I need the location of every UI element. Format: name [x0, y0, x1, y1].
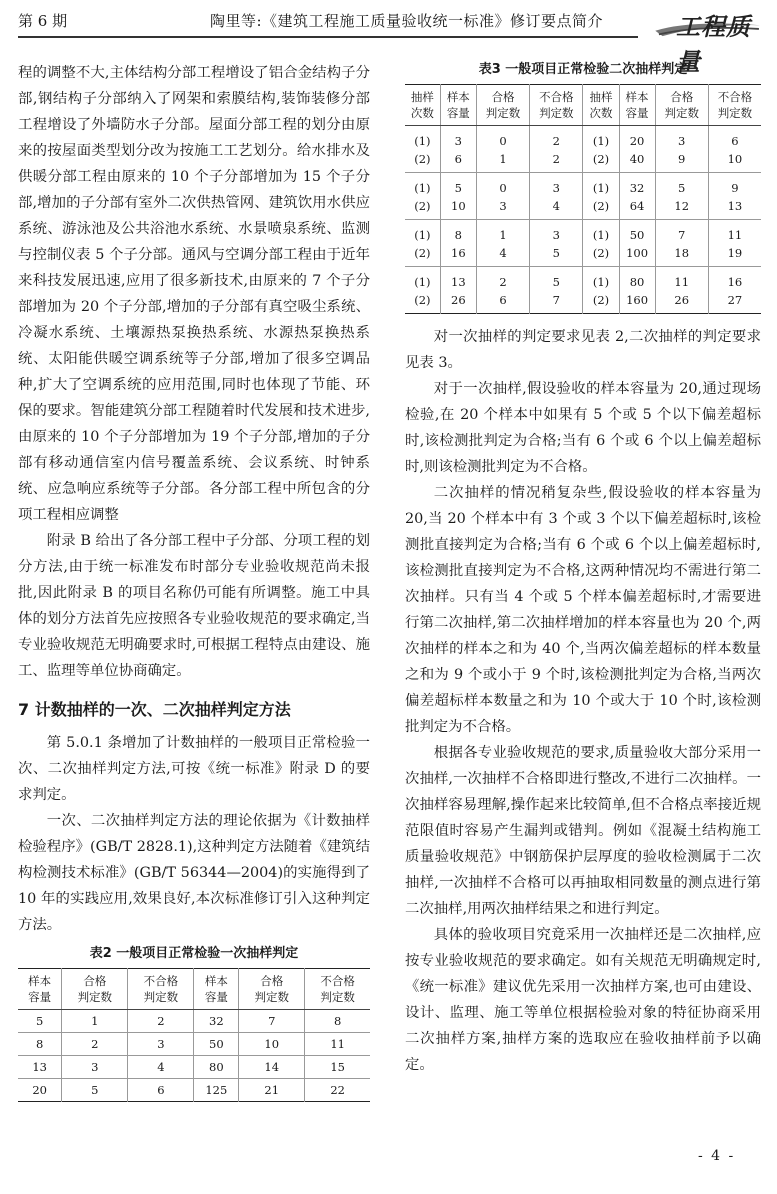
table3-header-row [405, 85, 761, 126]
table-cell: 8 16 [440, 220, 476, 267]
table3-header-cell: 合格 判定数 [476, 85, 529, 126]
table-cell: 4 [128, 1056, 194, 1079]
table-cell: 13 [18, 1056, 62, 1079]
paragraph: 对于一次抽样,假设验收的样本容量为 20,通过现场检验,在 20 个样本中如果有 5 个或 5 个以下偏差超标时,该检测批判定为合格;当有 6 个或 6 个以上偏差超标时,则该检测批判定为不合格。 [405, 381, 761, 475]
table2-header-cell: 样本 容量 [194, 969, 239, 1010]
table-row [405, 220, 761, 267]
table2-header-cell: 不合格 判定数 [128, 969, 194, 1010]
table-cell: 5 10 [440, 173, 476, 220]
table2-header-row [18, 969, 370, 1010]
table-cell: 50 100 [619, 220, 655, 267]
logo-text: 工程质量 [676, 13, 751, 76]
table-row [405, 267, 761, 314]
table-cell: 22 [305, 1079, 370, 1102]
table-cell: 8 [18, 1033, 62, 1056]
table-cell: 14 [239, 1056, 305, 1079]
table-cell: (1) (2) [405, 126, 440, 173]
table2-body [18, 1010, 370, 1102]
table-cell: 21 [239, 1079, 305, 1102]
table3-header-cell: 抽样 次数 [583, 85, 619, 126]
table3-header-cell: 样本 容量 [619, 85, 655, 126]
table-cell: 20 [32, 1083, 47, 1097]
table2 [18, 968, 370, 1102]
table-cell: 15 [305, 1056, 370, 1079]
journal-logo [648, 4, 768, 76]
table-cell: 7 [239, 1010, 305, 1033]
table-cell: 0 3 [476, 173, 529, 220]
paragraph: 二次抽样的情况稍复杂些,假设验收的样本容量为 20,当 20 个样本中有 3 个或 3 个以下偏差超标时,该检测批直接判定为合格;当有 6 个或 6 个以上偏差超标时,该检测批直接判定为不合格,这两种情况均不需进行第二次抽样。只有当 4 个或 5 个样本偏差超标时,才需要进行第二次抽样,第二次抽样增加的样本容量也为 20 个,两次抽样的样本之和为 40 个,当两次偏差超标的样本数量之和为 9 个或小于 9 个时,该检测批判定为合格,当两次偏差超标样本数量之和为 10 个或大于 10 个时,该检测批判定为不合格。 [405, 485, 761, 735]
table3-header-cell: 合格 判定数 [655, 85, 708, 126]
table-cell: 16 27 [708, 267, 761, 314]
table-row [405, 126, 761, 173]
table-cell: 11 26 [655, 267, 708, 314]
table3-header-cell: 样本 容量 [440, 85, 476, 126]
table-cell: 5 7 [530, 267, 583, 314]
table-cell: 50 [194, 1033, 239, 1056]
table-cell: 20 40 [619, 126, 655, 173]
table3-caption: 表3 一般项目正常检验二次抽样判定 [478, 62, 688, 77]
table-row [18, 1079, 370, 1102]
table-cell: 80 [194, 1056, 239, 1079]
paragraph: 具体的验收项目究竟采用一次抽样还是二次抽样,应按专业验收规范的要求确定。如有关规范无明确规定时,《统一标准》建议优先采用一次抽样方案,也可由建设、设计、监理、施工等单位根据检验对象的特征协商采用二次抽样方案,抽样方案的选取应在验收抽样前予以确定。 [405, 927, 761, 1073]
table2-caption: 表2 一般项目正常检验一次抽样判定 [89, 946, 299, 961]
table-cell: 32 64 [619, 173, 655, 220]
table-cell: 2 6 [476, 267, 529, 314]
table-cell: 2 [62, 1033, 128, 1056]
table-cell: 5 [18, 1010, 62, 1033]
table-cell: 2 2 [530, 126, 583, 173]
table-row [405, 173, 761, 220]
table2-header-cell: 合格 判定数 [239, 969, 305, 1010]
running-title: 陶里等:《建筑工程施工质量验收统一标准》修订要点简介 [210, 12, 604, 30]
table-cell: 11 19 [708, 220, 761, 267]
table-cell: 13 26 [440, 267, 476, 314]
table3 [405, 84, 761, 314]
paragraph: 对一次抽样的判定要求见表 2,二次抽样的判定要求见表 3。 [405, 329, 761, 371]
table-cell: (1) (2) [405, 173, 440, 220]
table-cell: 8 [305, 1010, 370, 1033]
table-cell: 3 [128, 1033, 194, 1056]
paragraph: 一次、二次抽样判定方法的理论依据为《计数抽样检验程序》(GB/T 2828.1),这种判定方法随着《建筑结构检测技术标准》(GB/T 56344—2004)的实施得到了 10 年的实践应用,效果良好,本次标准修订引入这种判定方法。 [18, 813, 370, 933]
table-cell: (1) (2) [583, 267, 619, 314]
page-number: - 4 - [698, 1148, 736, 1164]
table-cell: 5 12 [655, 173, 708, 220]
table-cell: 3 4 [530, 173, 583, 220]
section-heading: 7 计数抽样的一次、二次抽样判定方法 [18, 700, 291, 719]
table2-header-cell: 样本 容量 [18, 969, 62, 1010]
table-cell: (1) (2) [405, 220, 440, 267]
paragraph: 根据各专业验收规范的要求,质量验收大部分采用一次抽样,一次抽样不合格即进行整改,不进行二次抽样。一次抽样容易理解,操作起来比较简单,但不合格点率接近规范限值时容易产生漏判或错判。例如《混凝土结构施工质量验收规范》中钢筋保护层厚度的验收检测属于二次抽样,一次抽样不合格可以再抽取相同数量的测点进行第二次抽样,用两次抽样结果之和进行判定。 [405, 745, 761, 917]
table-cell: 32 [194, 1010, 239, 1033]
table3-header-cell: 抽样 次数 [405, 85, 440, 126]
header-rule [18, 36, 638, 38]
table-cell: 6 10 [708, 126, 761, 173]
table2-header-cell: 合格 判定数 [62, 969, 128, 1010]
table-cell: 7 18 [655, 220, 708, 267]
paragraph: 程的调整不大,主体结构分部工程增设了铝合金结构子分部,钢结构子分部纳入了网架和索膜结构,装饰装修分部工程增设了外墙防水子分部。屋面分部工程的划分由原来的按屋面类型划分改为按施工工艺划分。给水排水及供暖分部工程由原来的 10 个子分部增加为 15 个子分部,增加的子分部有室外二次供热管网、建筑饮用水供应系统、游泳池及公共浴池水系统、水景喷泉系统、监测与控制仪表 5 个子分部。通风与空调分部工程由于近年来科技发展迅速,应用了很多新技术,由原来的 7 个子分部增加为 20 个子分部,增加的子分部有真空吸尘系统、冷凝水系统、土壤源热泵换热系统、水源热泵换热系统、太阳能供暖空调系统等子分部,增加了很多空调品种,扩大了空调系统的应用范围,同时也体现了节能、环保的要求。智能建筑分部工程随着时代发展和技术进步,由原来的 10 个子分部增加为 19 个子分部,增加的子分部有移动通信室内信号覆盖系统、会议系统、时钟系统、应急响应系统等子分部。各分部工程中所包含的分项工程相应调整 [18, 65, 370, 523]
table-cell: (1) (2) [583, 173, 619, 220]
table2-header-cell: 不合格 判定数 [305, 969, 370, 1010]
table-cell: 80 160 [619, 267, 655, 314]
table-cell: 2 [128, 1010, 194, 1033]
table-cell: 9 13 [708, 173, 761, 220]
paragraph: 第 5.0.1 条增加了计数抽样的一般项目正常检验一次、二次抽样判定方法,可按《统一标准》附录 D 的要求判定。 [18, 735, 370, 803]
table-cell: 10 [239, 1033, 305, 1056]
table-row [18, 1056, 370, 1079]
left-column [18, 60, 370, 1102]
table-row [18, 1010, 370, 1033]
table-cell: 1 [62, 1010, 128, 1033]
paragraph: 附录 B 给出了各分部工程中子分部、分项工程的划分方法,由于统一标准发布时部分专业验收规范尚未报批,因此附录 B 的项目名称仍可能有所调整。施工中具体的划分方法首先应按照各专业验收规范的要求确定,当专业验收规范无明确要求时,可根据工程特点由建设、施工、监理等单位协商确定。 [18, 533, 370, 679]
table-cell: 3 9 [655, 126, 708, 173]
table-cell: 0 1 [476, 126, 529, 173]
table-cell: 6 [128, 1079, 194, 1102]
table3-body [405, 126, 761, 314]
table-cell: (1) (2) [414, 275, 431, 307]
table3-header-cell: 不合格 判定数 [708, 85, 761, 126]
table-cell: 3 5 [530, 220, 583, 267]
table-cell: (1) (2) [583, 220, 619, 267]
table-cell: 11 [305, 1033, 370, 1056]
table3-header-cell: 不合格 判定数 [530, 85, 583, 126]
right-column [405, 60, 761, 1078]
table-cell: 3 [62, 1056, 128, 1079]
table-cell: 125 [194, 1079, 239, 1102]
table-cell: 3 6 [440, 126, 476, 173]
issue-number: 第 6 期 [18, 12, 68, 30]
table-cell: (1) (2) [583, 126, 619, 173]
table-cell: 5 [62, 1079, 128, 1102]
table-row [18, 1033, 370, 1056]
table-cell: 1 4 [476, 220, 529, 267]
